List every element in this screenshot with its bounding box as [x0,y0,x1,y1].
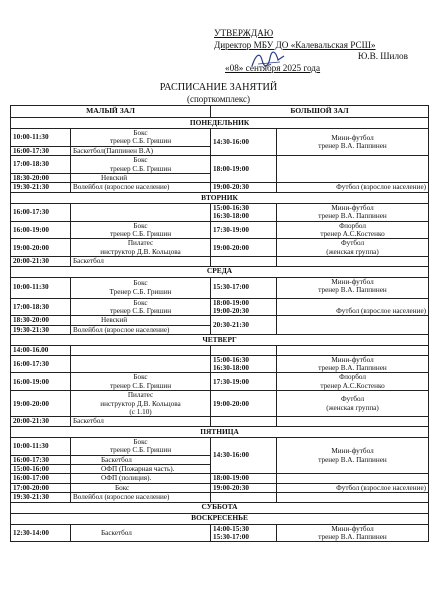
time-cell: 14:00-15:30 15:30-17:00 [211,524,277,542]
activity-cell: Бокс тренер С.Б. Гришин [71,156,211,174]
small-hall-header: МАЛЫЙ ЗАЛ [11,106,211,118]
time-cell: 10:00-11:30 [11,277,71,298]
day-thursday: ЧЕТВЕРГ [11,335,429,346]
table-row [11,203,429,221]
activity-cell: Футбол (взрослое население) [277,298,429,316]
page-title: РАСПИСАНИЕ ЗАНЯТИЙ [159,82,278,93]
activity-cell: Бокс Тренер С.Б. Гришин [71,277,211,298]
activity-cell [71,355,211,373]
time-cell: 10:00-11:30 [11,437,71,455]
activity-cell [277,493,429,502]
activity-cell: Футбол (женская группа) [277,239,429,257]
time-cell: 18:00-19:00 [211,474,277,483]
activity-cell: ОФП (полиция). [71,474,211,483]
time-cell: 19:00-20:00 [211,391,277,417]
table-row [11,474,429,483]
activity-cell: Бокс тренер С.Б. Гришин [71,298,211,316]
table-row [11,524,429,542]
table-row [11,355,429,373]
activity-cell: Невский [71,174,211,183]
table-row [11,373,429,391]
activity-cell [277,417,429,426]
activity-cell: Футбол (женская группа) [277,391,429,417]
time-cell: 16:00-17:30 [11,455,71,464]
activity-cell: Мини-футбол тренер В.А. Паппинен [277,129,429,156]
day-sunday: ВОСКРЕСЕНЬЕ [11,513,429,524]
time-cell: 17:00-18:30 [11,156,71,174]
activity-cell: Бокс тренер С.Б. Гришин [71,437,211,455]
activity-cell: Флорбол тренер А.С.Костенко [277,221,429,239]
time-cell: 17:00-20:00 [11,483,71,492]
table-row [11,239,429,257]
activity-cell [71,203,211,221]
time-cell: 19:30-21:30 [11,183,71,192]
activity-cell: Мини-футбол тренер В.А. Паппинен [277,277,429,298]
approval-signatory: Ю.В. Шилов [357,51,408,62]
approval-position: Директор МБУ ДО «Калевальская РСШ» [214,39,376,50]
page-subtitle: (спорткомплекс) [186,94,250,104]
time-cell: 19:00-20:00 [211,239,277,257]
approval-heading: УТВЕРЖДАЮ [214,28,274,38]
time-cell: 15:00-16:00 [11,465,71,474]
activity-cell: Волейбол (взрослое население) [71,325,211,334]
time-cell: 19:30-21:30 [11,493,71,502]
time-cell: 19:00-20:00 [11,239,71,257]
activity-cell: Футбол (взрослое население) [277,183,429,192]
table-row [11,183,429,192]
table-row [11,129,429,147]
activity-cell: Бокс тренер С.Б. Гришин [71,221,211,239]
activity-cell [277,257,429,266]
time-cell: 18:30-20:00 [11,174,71,183]
table-row [11,417,429,426]
table-row [11,346,429,355]
time-cell: 19:00-20:00 [11,391,71,417]
time-cell: 16:00-17:30 [11,146,71,155]
time-cell: 16:00-17:30 [11,355,71,373]
time-cell: 14:00-16.00 [11,346,71,355]
day-friday: ПЯТНИЦА [11,426,429,437]
signature [250,50,286,70]
activity-cell [277,474,429,483]
activity-cell [277,346,429,355]
activity-cell: Волейбол (взрослое население) [71,183,211,192]
time-cell [211,257,277,266]
time-cell: 14:30-16:00 [211,129,277,156]
time-cell: 17:30-19:00 [211,221,277,239]
activity-cell: Баскетбол [71,257,211,266]
time-cell: 10:00-11:30 [11,129,71,147]
time-cell: 20:00-21:30 [11,257,71,266]
activity-cell: Волейбол (взрослое население) [71,493,211,502]
activity-cell: Баскетбол(Паппинен В.А) [71,146,211,155]
activity-cell: Футбол (взрослое население) [277,483,429,492]
day-wednesday: СРЕДА [11,266,429,277]
activity-cell: Невский [71,316,211,325]
time-cell: 18:30-20:00 [11,316,71,325]
activity-cell: Бокс тренер С.Б. Гришин [71,373,211,391]
activity-cell: Мини-футбол тренер В.А. Паппинен [277,355,429,373]
day-saturday: СУББОТА [11,502,429,513]
time-cell: 15:00-16:30 16:30-18:00 [211,355,277,373]
table-row [11,221,429,239]
activity-cell: Мини-футбол тренер В.А. Паппинен [277,524,429,542]
activity-cell: Баскетбол [71,455,211,464]
table-row [11,437,429,455]
approval-block [210,28,432,74]
time-cell [211,493,277,502]
activity-cell: Мини-футбол тренер В.А. Паппинен [277,437,429,474]
time-cell: 18:00-19:00 19:00-20:30 [211,298,277,316]
table-row [11,257,429,266]
table-row [11,391,429,417]
time-cell: 15:30-17:00 [211,277,277,298]
time-cell: 20:30-21:30 [211,316,277,335]
day-tuesday: ВТОРНИК [11,192,429,203]
time-cell: 19:30-21:30 [11,325,71,334]
time-cell: 17:00-18:30 [11,298,71,316]
time-cell: 15:00-16:30 16:30-18:00 [211,203,277,221]
day-monday: ПОНЕДЕЛЬНИК [11,118,429,129]
time-cell: 16:00-17:30 [11,203,71,221]
table-row [11,156,429,174]
table-row [11,316,429,325]
time-cell: 19:00-20:30 [211,183,277,192]
table-row [11,277,429,298]
big-hall-header: БОЛЬШОЙ ЗАЛ [211,106,429,118]
time-cell: 16:00-19:00 [11,373,71,391]
activity-cell: Флорбол тренер А.С.Костенко [277,373,429,391]
activity-cell [277,316,429,335]
time-cell: 20:00-21:30 [11,417,71,426]
activity-cell [277,156,429,183]
table-row [11,298,429,316]
time-cell: 12:30-14:00 [11,524,71,542]
header-row [11,106,429,118]
time-cell: 17:30-19:00 [211,373,277,391]
activity-cell [71,346,211,355]
table-row [11,493,429,502]
schedule-table [10,105,429,542]
table-row [11,483,429,492]
time-cell: 16:00-19:00 [11,221,71,239]
time-cell: 18:00-19:00 [211,156,277,183]
time-cell [211,417,277,426]
activity-cell: Пилатес инструктор Д.В. Кольцова (с 1.10) [71,391,211,417]
activity-cell: Баскетбол [71,417,211,426]
activity-cell: Бокс [71,483,211,492]
approval-date: «08» сентября 2025 года [225,62,321,73]
activity-cell: Бокс тренер С.Б. Гришин [71,129,211,147]
time-cell: 14:30-16:00 [211,437,277,474]
activity-cell: Мини-футбол тренер В.А. Паппинен [277,203,429,221]
time-cell: 19:00-20:30 [211,483,277,492]
time-cell [211,346,277,355]
activity-cell: Баскетбол [71,524,211,542]
activity-cell: Пилатес инструктор Д.В. Кольцова [71,239,211,257]
activity-cell: ОФП (Пожарная часть). [71,465,211,474]
time-cell: 16:00-17:00 [11,474,71,483]
